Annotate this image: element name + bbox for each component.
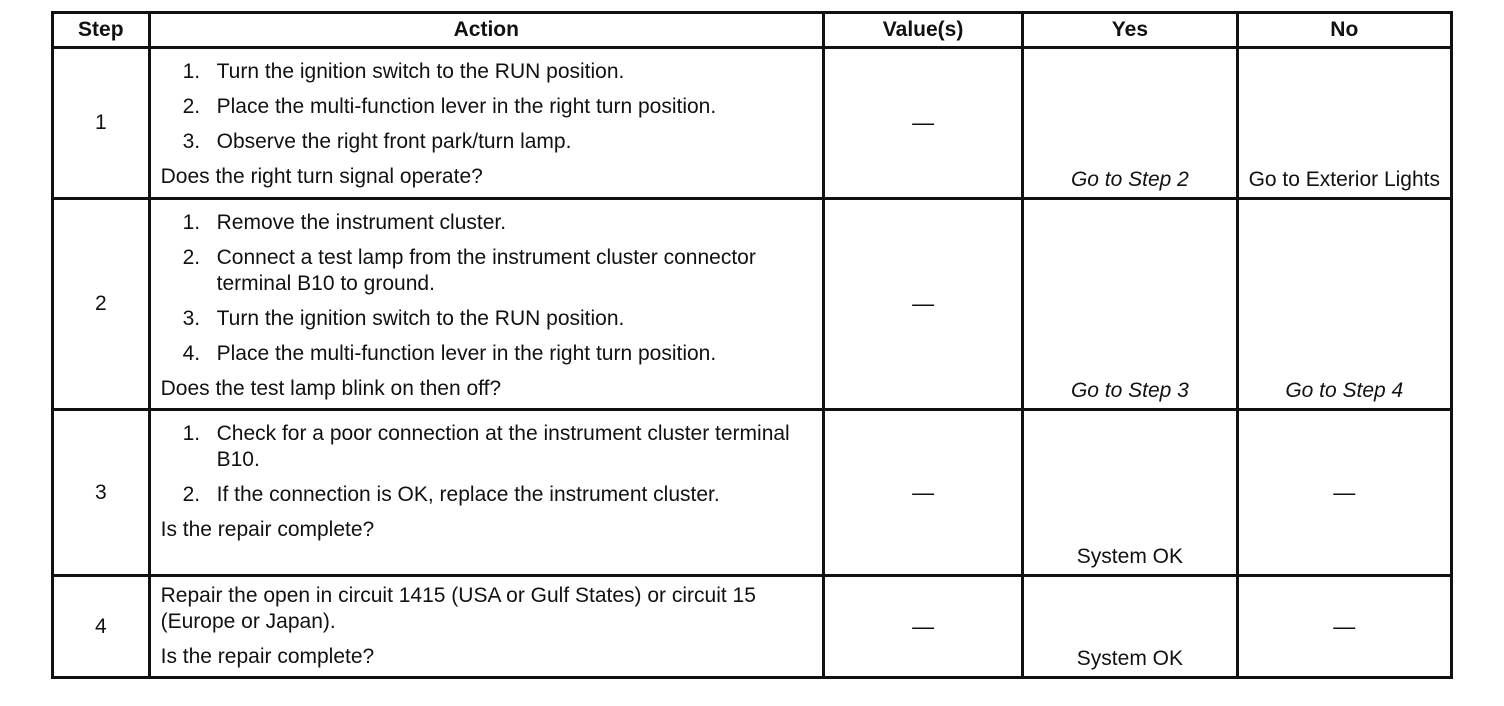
action-list [161, 210, 814, 367]
table-row [53, 576, 1452, 678]
list-item [183, 245, 814, 297]
item-number: 2. [182, 95, 201, 118]
item-number: 2. [182, 483, 201, 506]
item-text: Place the multi-function lever in the right turn position. [216, 342, 717, 365]
header-values: Value(s) [823, 13, 1022, 48]
item-number: 1. [182, 60, 201, 83]
action-text: Repair the open in circuit 1415 (USA or Gulf States) or circuit 15 (Europe or Japan). [160, 584, 756, 633]
item-text: Remove the instrument cluster. [216, 211, 507, 234]
list-item [183, 129, 814, 155]
table-row [53, 48, 1452, 199]
list-item [183, 94, 814, 120]
no-cell: — [1237, 410, 1451, 576]
value-cell: — [823, 48, 1022, 199]
list-item [183, 482, 814, 508]
header-yes: Yes [1023, 13, 1237, 48]
header-row [53, 13, 1452, 48]
item-text: Turn the ignition switch to the RUN position. [216, 307, 625, 330]
action-cell [149, 48, 823, 199]
list-item [183, 210, 814, 236]
item-text: Observe the right front park/turn lamp. [216, 130, 572, 153]
step-number: 2 [53, 199, 150, 410]
table-row [53, 410, 1452, 576]
action-list [161, 421, 814, 508]
value-cell: — [823, 576, 1022, 678]
step-number: 1 [53, 48, 150, 199]
item-text: Connect a test lamp from the instrument cluster connector terminal B10 to ground. [216, 246, 756, 295]
action-cell [149, 199, 823, 410]
no-cell: Go to Step 4 [1237, 199, 1451, 410]
question-text: Is the repair complete? [160, 645, 375, 668]
yes-cell: Go to Step 2 [1023, 48, 1237, 199]
table-row [53, 199, 1452, 410]
list-item [183, 341, 814, 367]
question-text: Does the test lamp blink on then off? [160, 377, 502, 400]
step-number: 3 [53, 410, 150, 576]
list-item [183, 421, 814, 473]
item-number: 3. [182, 130, 201, 153]
item-text: If the connection is OK, replace the instrument cluster. [216, 483, 720, 506]
item-text: Check for a poor connection at the instrument cluster terminal B10. [216, 422, 790, 471]
item-text: Turn the ignition switch to the RUN position. [216, 60, 625, 83]
header-action: Action [149, 13, 823, 48]
item-number: 4. [182, 342, 201, 365]
yes-cell: Go to Step 3 [1023, 199, 1237, 410]
header-no: No [1237, 13, 1451, 48]
yes-cell: System OK [1023, 410, 1237, 576]
list-item [183, 59, 814, 85]
question-text: Does the right turn signal operate? [160, 165, 483, 188]
item-number: 2. [182, 246, 201, 269]
value-cell: — [823, 199, 1022, 410]
question-text: Is the repair complete? [160, 518, 375, 541]
no-cell: Go to Exterior Lights [1237, 48, 1451, 199]
item-number: 1. [182, 422, 201, 445]
item-number: 1. [182, 211, 201, 234]
header-step: Step [53, 13, 150, 48]
action-list [161, 59, 814, 155]
list-item [183, 306, 814, 332]
action-cell [149, 576, 823, 678]
item-text: Place the multi-function lever in the right turn position. [216, 95, 717, 118]
step-number: 4 [53, 576, 150, 678]
no-cell: — [1237, 576, 1451, 678]
item-number: 3. [182, 307, 201, 330]
action-cell [149, 410, 823, 576]
value-cell: — [823, 410, 1022, 576]
yes-cell: System OK [1023, 576, 1237, 678]
diagnostic-table [51, 11, 1453, 679]
